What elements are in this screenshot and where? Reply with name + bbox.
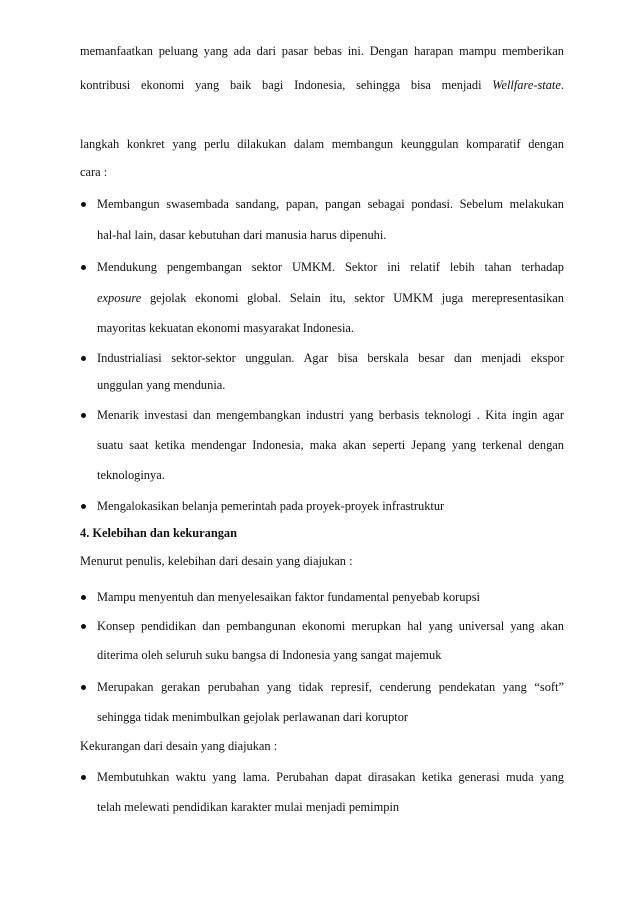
intro-line-4: cara : [80,165,108,179]
intro-line-3: langkah konkret yang perlu dilakukan dalam membangun keunggulan komparatif dengan [80,137,564,151]
strength-2-line-1: Konsep pendidikan dan pembangunan ekonomi merupkan hal yang universal yang akan [97,619,564,633]
strength-1-line-1: Mampu menyentuh dan menyelesaikan faktor fundamental penyebab korupsi [97,590,480,604]
step-1-line-2: hal-hal lain, dasar kebutuhan dari manusia harus dipenuhi. [97,228,387,242]
strength-3-line-2: sehingga tidak menimbulkan gejolak perlawanan dari koruptor [97,710,409,724]
step-3-line-1: Industrialiasi sektor-sektor unggulan. Agar bisa berskala besar dan menjadi ekspor [97,351,564,365]
step-5-line-1: Mengalokasikan belanja pemerintah pada proyek-proyek infrastruktur [97,499,445,513]
bullet-icon [79,196,87,212]
step-4-line-3: teknologinya. [97,468,165,482]
step-2-line-2: exposure gejolak ekonomi global. Selain itu, sektor UMKM juga merepresentasikan [97,291,564,305]
step-4-line-1: Menarik investasi dan mengembangkan industri yang berbasis teknologi . Kita ingin agar [97,408,564,422]
bullet-icon [79,589,87,605]
weakness-1-line-2: telah melewati pendidikan karakter mulai menjadi pemimpin [97,800,400,814]
step-2-line-1: Mendukung pengembangan sektor UMKM. Sektor ini relatif lebih tahan terhadap [97,260,564,274]
weaknesses-intro: Kekurangan dari desain yang diajukan : [80,739,278,753]
strengths-intro: Menurut penulis, kelebihan dari desain yang diajukan : [80,554,353,568]
step-2-line-3: mayoritas kekuatan ekonomi masyarakat Indonesia. [97,321,355,335]
bullet-icon [79,259,87,275]
step-3-line-2: unggulan yang mendunia. [97,378,226,392]
strength-3-line-1: Merupakan gerakan perubahan yang tidak represif, cenderung pendekatan yang “soft” [97,680,564,694]
bullet-icon [79,769,87,785]
bullet-icon [79,350,87,366]
step-4-line-2: suatu saat ketika mendengar Indonesia, maka akan seperti Jepang yang terkenal dengan [97,438,564,452]
intro-line-1: memanfaatkan peluang yang ada dari pasar bebas ini. Dengan harapan mampu memberikan [80,44,564,58]
section-heading: 4. Kelebihan dan kekurangan [80,526,237,540]
bullet-icon [79,679,87,695]
step-1-line-1: Membangun swasembada sandang, papan, pangan sebagai pondasi. Sebelum melakukan [97,197,564,211]
bullet-icon [79,618,87,634]
bullet-icon [79,498,87,514]
strength-2-line-2: diterima oleh seluruh suku bangsa di Indonesia yang sangat majemuk [97,648,442,662]
bullet-icon [79,407,87,423]
weakness-1-line-1: Membutuhkan waktu yang lama. Perubahan dapat dirasakan ketika generasi muda yang [97,770,564,784]
intro-line-2: kontribusi ekonomi yang baik bagi Indonesia, sehingga bisa menjadi Wellfare-state. [80,78,564,92]
